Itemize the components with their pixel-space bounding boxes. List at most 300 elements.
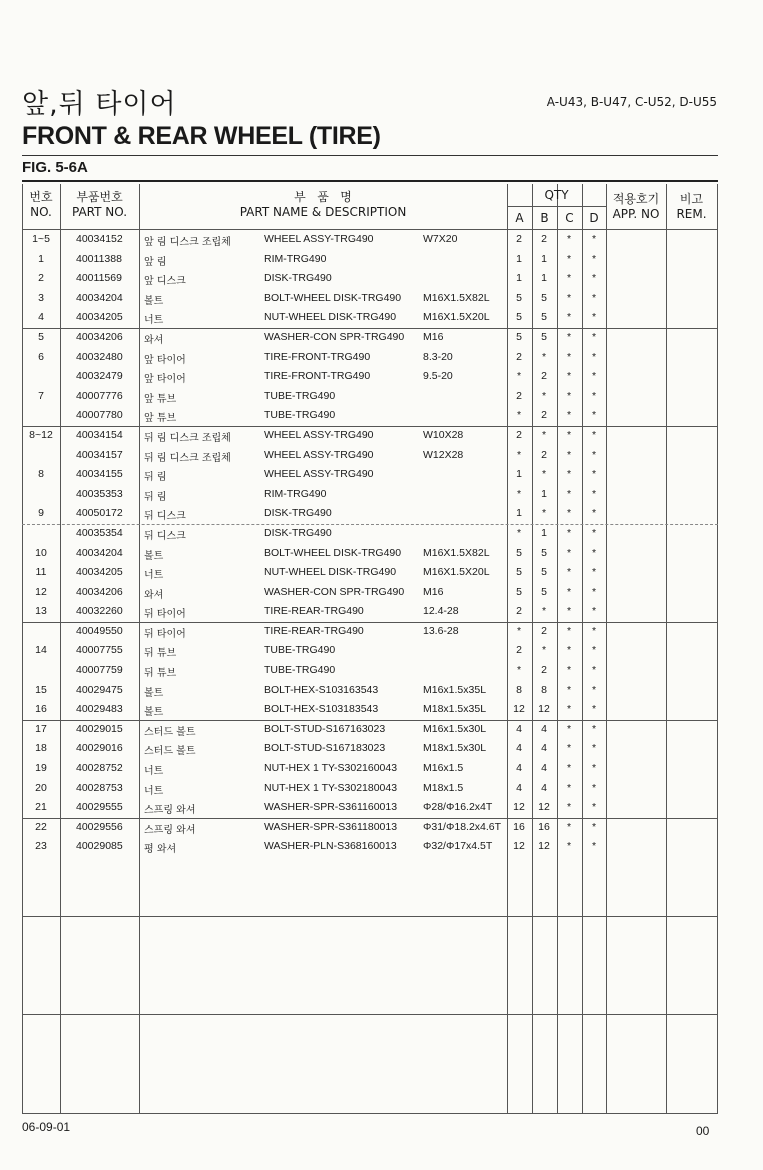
header-no-ko: 번호 [29,190,53,204]
header-remarks-ko: 비고 [679,192,704,206]
part-number: 40034206 [76,330,123,343]
part-name-korean: 뒤 튜브 [144,668,177,680]
qty-c: * [566,624,572,637]
row-number: 16 [35,703,47,716]
part-number: 40034204 [76,291,123,304]
header-part-name-en: PART NAME & DESCRIPTION [239,205,407,219]
qty-a: 5 [516,291,522,304]
part-name-english: WHEEL ASSY-TRG490 [264,448,374,461]
part-number: 40028753 [76,781,123,794]
part-spec: M16 [423,585,444,598]
table-row [22,504,718,524]
group-separator [22,916,718,917]
table-row [22,387,718,407]
part-spec: Φ32/Φ17x4.5T [423,840,493,853]
part-name-korean: 뒤 림 [144,472,167,484]
part-spec: M16x1.5x35L [423,683,487,696]
qty-a: * [516,370,522,383]
qty-b: 1 [541,272,547,285]
part-spec: 12.4-28 [423,605,459,618]
part-number: 40035354 [76,526,123,539]
part-number: 40007776 [76,389,123,402]
qty-c: * [566,585,572,598]
part-number: 40029085 [76,840,123,853]
part-name-korean: 볼트 [144,687,164,699]
row-number: 19 [35,762,47,775]
part-name-english: NUT-WHEEL DISK-TRG490 [264,311,397,324]
qty-d: * [591,370,597,383]
qty-d: * [591,487,597,500]
qty-b: 12 [538,703,550,716]
qty-a: 5 [516,585,522,598]
part-name-korean: 뒤 디스크 [144,511,186,523]
part-name-korean: 앞 튜브 [144,413,177,425]
part-number: 40032480 [76,350,123,363]
table-row [22,308,718,328]
part-name-english: TIRE-REAR-TRG490 [264,624,364,637]
table-row [22,348,718,368]
part-name-english: BOLT-WHEEL DISK-TRG490 [264,546,402,559]
qty-d: * [591,409,597,422]
part-name-korean: 뒤 림 디스크 조립체 [144,432,231,444]
qty-b: 4 [541,742,547,755]
part-number: 40007755 [76,644,123,657]
qty-c: * [566,762,572,775]
qty-d: * [591,742,597,755]
qty-a: 4 [516,722,522,735]
qty-d: * [591,820,597,833]
part-number: 40029555 [76,801,123,814]
row-number: 18 [35,742,47,755]
part-name-english: TUBE-TRG490 [264,409,336,422]
qty-a: 5 [516,330,522,343]
qty-b: * [541,507,547,520]
qty-d: * [591,507,597,520]
row-number: 5 [38,330,44,343]
part-number: 40035353 [76,487,123,500]
table-row [22,681,718,701]
part-name-english: TUBE-TRG490 [264,389,336,402]
qty-a: 4 [516,781,522,794]
qty-a: 2 [516,644,522,657]
part-name-english: WHEEL ASSY-TRG490 [264,428,374,441]
qty-d: * [591,644,597,657]
page-title-korean: 앞,뒤 타이어 [22,89,177,120]
part-number: 40034206 [76,585,123,598]
qty-a: 4 [516,742,522,755]
qty-b: 5 [541,311,547,324]
table-row [22,837,718,857]
part-spec: M16x1.5 [423,762,464,775]
part-number: 40034205 [76,311,123,324]
qty-a: 8 [516,683,522,696]
row-number: 9 [38,507,44,520]
qty-d: * [591,683,597,696]
header-qty-b: B [540,211,549,225]
header-remarks [666,192,717,222]
header-app-no [606,192,666,222]
qty-b: * [541,605,547,618]
row-number: 1~5 [32,233,50,245]
table-row [22,367,718,387]
part-number: 40032260 [76,605,123,618]
row-number: 11 [35,566,47,579]
qty-c: * [566,389,572,402]
table-row [22,602,718,622]
qty-d: * [591,350,597,363]
part-spec: M16X1.5X82L [423,291,490,304]
qty-a: * [516,487,522,500]
part-spec: M18x1.5 [423,781,464,794]
part-name-korean: 뒤 디스크 [144,530,186,542]
part-spec: W10X28 [423,428,464,441]
part-spec: M16X1.5X20L [423,566,490,579]
table-row [22,250,718,270]
part-name-english: TUBE-TRG490 [264,664,336,677]
qty-c: * [566,350,572,363]
qty-a: 12 [513,703,525,716]
qty-b: 5 [541,566,547,579]
qty-b: 1 [541,526,547,539]
qty-d: * [591,801,597,814]
parts-rows [22,230,718,857]
qty-b: * [541,389,547,402]
part-spec: M16X1.5X82L [423,546,490,559]
table-row [22,230,718,250]
qty-b: 2 [541,370,547,383]
qty-d: * [591,448,597,461]
group-separator [22,1014,718,1015]
qty-c: * [566,781,572,794]
part-name-english: NUT-HEX 1 TY-S302180043 [264,781,398,794]
qty-b: 12 [538,801,550,814]
qty-b: 5 [541,585,547,598]
part-spec: 8.3-20 [423,350,453,363]
header-part-name [139,190,507,220]
part-name-korean: 스터드 볼트 [144,746,196,758]
part-name-korean: 볼트 [144,295,164,307]
qty-d: * [591,311,597,324]
qty-a: 2 [516,428,522,441]
part-number: 40007759 [76,664,123,677]
part-spec: M18x1.5x35L [423,703,487,716]
qty-c: * [566,742,572,755]
qty-b: 2 [541,233,547,245]
qty-d: * [591,526,597,539]
qty-a: 4 [516,762,522,775]
part-spec: 13.6-28 [423,624,459,637]
part-spec: Φ31/Φ18.2x4.6T [423,820,502,833]
part-number: 40034205 [76,566,123,579]
part-name-english: NUT-HEX 1 TY-S302160043 [264,762,398,775]
qty-b: 2 [541,664,547,677]
footer-date: 06-09-01 [22,1120,71,1134]
table-border-bottom [22,1113,718,1114]
qty-c: * [566,644,572,657]
qty-d: * [591,605,597,618]
qty-d: * [591,566,597,579]
qty-c: * [566,801,572,814]
table-row [22,759,718,779]
part-number: 40050172 [76,507,123,520]
qty-a: * [516,448,522,461]
qty-c: * [566,526,572,539]
part-spec: 9.5-20 [423,370,453,383]
part-name-english: TUBE-TRG490 [264,644,336,657]
qty-b: 2 [541,448,547,461]
part-number: 40011569 [76,272,122,285]
part-name-korean: 앞 튜브 [144,393,177,405]
qty-a: 1 [516,272,522,285]
row-number: 14 [35,644,47,657]
row-number: 6 [38,350,44,363]
qty-a: 5 [516,566,522,579]
qty-c: * [566,722,572,735]
qty-b: * [541,428,547,441]
header-app-no-ko: 적용호기 [612,192,660,206]
qty-a: 1 [516,252,522,265]
qty-d: * [591,468,597,481]
part-name-korean: 앞 디스크 [144,276,186,288]
qty-b: * [541,468,547,481]
table-row [22,524,718,544]
part-name-english: RIM-TRG490 [264,252,327,265]
part-name-korean: 뒤 튜브 [144,648,177,660]
qty-a: 2 [516,233,522,245]
row-number: 12 [35,585,47,598]
qty-c: * [566,487,572,500]
header-remarks-en: REM. [676,207,707,221]
part-name-english: TIRE-REAR-TRG490 [264,605,364,618]
row-number: 15 [35,683,47,696]
header-qty-d: D [589,211,599,225]
part-name-english: WASHER-CON SPR-TRG490 [264,330,405,343]
part-name-english: WHEEL ASSY-TRG490 [264,468,374,481]
qty-c: * [566,311,572,324]
qty-d: * [591,762,597,775]
table-row [22,779,718,799]
table-row [22,661,718,681]
part-name-korean: 너트 [144,570,164,582]
table-row [22,622,718,642]
qty-b: 12 [538,840,550,853]
part-name-english: DISK-TRG490 [264,526,332,539]
qty-c: * [566,820,572,833]
part-number: 40032479 [76,370,123,383]
part-spec: M16X1.5X20L [423,311,490,324]
qty-c: * [566,252,572,265]
qty-a: * [516,526,522,539]
qty-b: 8 [541,683,547,696]
part-name-korean: 앞 타이어 [144,374,186,386]
qty-b: 5 [541,291,547,304]
qty-c: * [566,683,572,696]
qty-d: * [591,781,597,794]
part-number: 40029016 [76,742,123,755]
part-number: 40049550 [76,624,123,637]
part-name-korean: 너트 [144,315,164,327]
part-name-korean: 스프링 와셔 [144,805,196,817]
footer-page-number: 00 [696,1124,710,1138]
qty-c: * [566,703,572,716]
part-number: 40034154 [76,428,123,441]
table-row [22,798,718,818]
part-number: 40034204 [76,546,123,559]
table-row [22,700,718,720]
qty-d: * [591,703,597,716]
header-part-no-ko: 부품번호 [76,190,123,204]
qty-a: 2 [516,605,522,618]
part-spec: W12X28 [423,448,464,461]
part-number: 40028752 [76,762,123,775]
part-name-korean: 와셔 [144,589,164,601]
qty-d: * [591,722,597,735]
part-name-english: RIM-TRG490 [264,487,327,500]
part-number: 40029556 [76,820,123,833]
row-number: 22 [35,820,47,833]
qty-c: * [566,272,572,285]
qty-c: * [566,370,572,383]
part-name-english: WHEEL ASSY-TRG490 [264,233,374,245]
qty-c: * [566,507,572,520]
part-name-korean: 와셔 [144,334,164,346]
part-name-english: DISK-TRG490 [264,507,332,520]
qty-c: * [566,664,572,677]
table-row [22,563,718,583]
row-number: 8 [38,468,44,481]
qty-c: * [566,840,572,853]
qty-d: * [591,272,597,285]
table-row [22,739,718,759]
parts-table [22,184,718,1114]
table-row [22,720,718,740]
row-number: 1 [38,252,44,265]
table-row [22,289,718,309]
model-codes: A-U43, B-U47, C-U52, D-U55 [546,95,717,109]
qty-d: * [591,252,597,265]
table-row [22,485,718,505]
table-row [22,583,718,603]
part-spec: Φ28/Φ16.2x4T [423,801,493,814]
part-number: 40034157 [76,448,123,461]
table-row [22,446,718,466]
qty-b: 16 [538,820,550,833]
qty-d: * [591,291,597,304]
qty-c: * [566,409,572,422]
table-row [22,465,718,485]
qty-a: 16 [513,820,525,833]
part-name-english: BOLT-WHEEL DISK-TRG490 [264,291,402,304]
qty-b: 4 [541,762,547,775]
row-number: 20 [35,781,47,794]
qty-b: * [541,350,547,363]
qty-d: * [591,389,597,402]
part-name-korean: 스프링 와셔 [144,824,196,836]
row-number: 3 [38,291,44,304]
qty-c: * [566,566,572,579]
qty-c: * [566,546,572,559]
part-name-korean: 뒤 타이어 [144,628,186,640]
qty-b: 5 [541,546,547,559]
part-name-english: BOLT-STUD-S167163023 [264,722,386,735]
part-name-english: WASHER-SPR-S361180013 [264,820,398,833]
qty-d: * [591,546,597,559]
qty-a: 1 [516,507,522,520]
qty-sub-rule [507,206,606,207]
table-row [22,426,718,446]
part-name-english: WASHER-CON SPR-TRG490 [264,585,405,598]
part-spec: M18x1.5x30L [423,742,487,755]
row-number: 8~12 [29,428,53,441]
qty-a: 2 [516,350,522,363]
qty-a: 2 [516,389,522,402]
figure-divider [22,180,718,182]
row-number: 7 [38,389,44,402]
header-app-no-en: APP. NO [612,207,660,221]
qty-b: 5 [541,330,547,343]
row-number: 21 [35,801,47,814]
row-number: 13 [35,605,47,618]
part-name-korean: 뒤 림 디스크 조립체 [144,452,231,464]
table-row [22,641,718,661]
part-name-korean: 볼트 [144,707,164,719]
header-no-en: NO. [30,205,52,219]
header-part-no [60,190,139,220]
table-row [22,328,718,348]
part-number: 40011388 [76,252,122,265]
part-name-korean: 볼트 [144,550,164,562]
part-name-korean: 앞 타이어 [144,354,186,366]
row-number: 17 [35,722,47,735]
qty-d: * [591,624,597,637]
part-name-korean: 스터드 볼트 [144,726,196,738]
header-qty-a: A [515,211,524,225]
part-name-english: WASHER-SPR-S361160013 [264,801,398,814]
part-number: 40029483 [76,703,123,716]
part-name-korean: 앞 림 디스크 조립체 [144,237,231,248]
qty-a: 12 [513,840,525,853]
table-row [22,544,718,564]
table-row [22,269,718,289]
qty-d: * [591,330,597,343]
qty-d: * [591,233,597,245]
page-title-english: FRONT & REAR WHEEL (TIRE) [22,122,381,150]
qty-a: * [516,624,522,637]
qty-b: 2 [541,624,547,637]
header-part-name-ko: 부 품 명 [294,190,352,204]
table-row [22,818,718,838]
part-name-english: DISK-TRG490 [264,272,332,285]
row-number: 23 [35,840,47,853]
row-number: 2 [38,272,44,285]
qty-b: * [541,644,547,657]
part-number: 40029475 [76,683,123,696]
qty-a: 5 [516,546,522,559]
qty-a: * [516,409,522,422]
qty-c: * [566,605,572,618]
part-name-english: NUT-WHEEL DISK-TRG490 [264,566,397,579]
part-name-english: TIRE-FRONT-TRG490 [264,350,371,363]
qty-a: 12 [513,801,525,814]
qty-b: 1 [541,252,547,265]
part-name-korean: 뒤 타이어 [144,609,186,621]
qty-d: * [591,428,597,441]
part-name-english: BOLT-STUD-S167183023 [264,742,386,755]
part-name-english: TIRE-FRONT-TRG490 [264,370,371,383]
part-name-korean: 뒤 림 [144,491,167,503]
row-number: 4 [38,311,44,324]
qty-b: 1 [541,487,547,500]
